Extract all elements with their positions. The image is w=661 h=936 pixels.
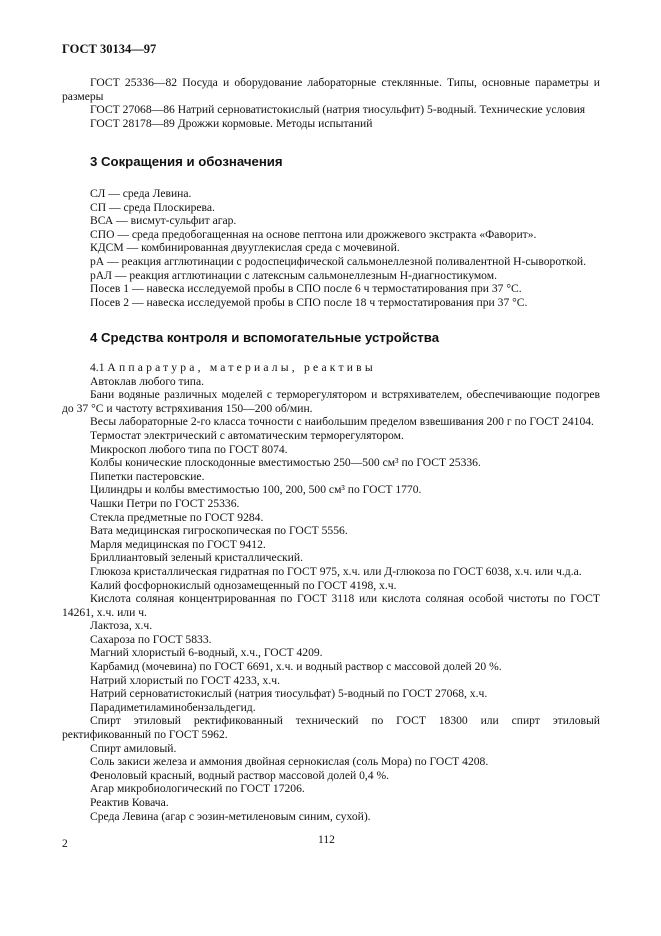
abbreviation-item: ВСА — висмут-сульфит агар. bbox=[90, 214, 237, 228]
equipment-item: Стекла предметные по ГОСТ 9284. bbox=[90, 510, 264, 524]
equipment-item: Лактоза, х.ч. bbox=[90, 619, 153, 633]
abbreviation-item: СП — среда Плоскирева. bbox=[90, 200, 215, 214]
abbreviations-list bbox=[62, 187, 600, 309]
abbreviation-item: СЛ — среда Левина. bbox=[90, 187, 192, 200]
equipment-item: Феноловый красный, водный раствор массовой долей 0,4 %. bbox=[90, 768, 390, 782]
equipment-item: Калий фосфорнокислый однозамещенный по ГОСТ 4198, х.ч. bbox=[90, 578, 397, 592]
equipment-item: Сахароза по ГОСТ 5833. bbox=[90, 632, 212, 646]
reference-line: ГОСТ 28178—89 Дрожжи кормовые. Методы испытаний bbox=[90, 116, 373, 130]
equipment-item: Натрий хлористый по ГОСТ 4233, х.ч. bbox=[90, 673, 280, 687]
section-3-title: 3 Сокращения и обозначения bbox=[90, 154, 283, 169]
abbreviation-item: рАЛ — реакция агглютинации с латексным сальмонеллезным Н-диагностикумом. bbox=[90, 268, 497, 282]
equipment-item: Спирт амиловый. bbox=[90, 741, 177, 755]
equipment-item: Бани водяные различных моделей с терморегулятором и встряхивателем, обеспечивающие подогрев до 37 °С и частоту встряхивания 150—200 об/мин. bbox=[62, 388, 600, 415]
equipment-item: Кислота соляная концентрированная по ГОСТ 3118 или кислота соляная особой чистоты по ГОСТ 14261, х.ч. или ч. bbox=[62, 592, 600, 619]
reference-line: ГОСТ 25336—82 Посуда и оборудование лабораторные стеклянные. Типы, основные параметры и размеры bbox=[62, 76, 600, 103]
equipment-item: Весы лабораторные 2-го класса точности с наибольшим пределом взвешивания 200 г по ГОСТ 24104. bbox=[90, 415, 594, 429]
equipment-item: Колбы конические плоскодонные вместимостью 250—500 см³ по ГОСТ 25336. bbox=[90, 456, 481, 470]
section-4-title: 4 Средства контроля и вспомогательные устройства bbox=[90, 330, 440, 345]
equipment-item: Микроскоп любого типа по ГОСТ 8074. bbox=[90, 442, 288, 456]
equipment-item: Марля медицинская по ГОСТ 9412. bbox=[90, 537, 266, 551]
subsection-title: Аппаратура, материалы, реактивы bbox=[107, 361, 376, 374]
equipment-item: Пипетки пастеровские. bbox=[90, 469, 205, 483]
equipment-item: Автоклав любого типа. bbox=[90, 374, 205, 388]
equipment-item: Соль закиси железа и аммония двойная сернокислая (соль Мора) по ГОСТ 4208. bbox=[90, 755, 489, 769]
normative-references bbox=[62, 76, 600, 130]
equipment-item: Термостат электрический с автоматическим терморегулятором. bbox=[90, 428, 404, 442]
abbreviation-item: КДСМ — комбинированная двууглекислая среда с мочевиной. bbox=[90, 241, 400, 255]
equipment-item: Вата медицинская гигроскопическая по ГОСТ 5556. bbox=[90, 524, 348, 538]
sheet-number: 112 bbox=[318, 834, 335, 846]
equipment-item: Чашки Петри по ГОСТ 25336. bbox=[90, 496, 240, 510]
equipment-item: Натрий серноватистокислый (натрия тиосульфат) 5-водный по ГОСТ 27068, х.ч. bbox=[90, 687, 488, 701]
reference-line: ГОСТ 27068—86 Натрий серноватистокислый (натрия тиосульфит) 5-водный. Технические условия bbox=[90, 103, 586, 117]
abbreviation-item: рА — реакция агглютинации с родоспецифической сальмонеллезной поливалентной Н-сывороткой. bbox=[90, 254, 586, 268]
equipment-item: Магний хлористый 6-водный, х.ч., ГОСТ 4209. bbox=[90, 646, 323, 660]
document-header: ГОСТ 30134—97 bbox=[62, 42, 157, 56]
subsection-heading bbox=[62, 361, 600, 375]
equipment-item: Агар микробиологический по ГОСТ 17206. bbox=[90, 782, 305, 796]
subsection-number: 4.1 bbox=[90, 361, 105, 374]
equipment-item: Спирт этиловый ректификованный технический по ГОСТ 18300 или спирт этиловый ректификованный по ГОСТ 5962. bbox=[62, 714, 600, 742]
equipment-item: Карбамид (мочевина) по ГОСТ 6691, х.ч. и водный раствор с массовой долей 20 %. bbox=[90, 660, 502, 674]
page-number: 2 bbox=[62, 838, 68, 850]
equipment-item: Парадиметиламинобензальдегид. bbox=[90, 700, 256, 714]
equipment-list bbox=[62, 361, 600, 823]
equipment-item: Бриллиантовый зеленый кристаллический. bbox=[90, 551, 303, 565]
abbreviation-item: Посев 1 — навеска исследуемой пробы в СПО после 6 ч термостатирования при 37 °С. bbox=[90, 282, 522, 296]
equipment-item: Среда Левина (агар с эозин-метиленовым синим, сухой). bbox=[90, 809, 371, 823]
abbreviation-item: СПО — среда предобогащенная на основе пептона или дрожжевого экстракта «Фаворит». bbox=[90, 227, 537, 241]
equipment-item: Цилиндры и колбы вместимостью 100, 200, 500 см³ по ГОСТ 1770. bbox=[90, 483, 422, 497]
equipment-item: Глюкоза кристаллическая гидратная по ГОСТ 975, х.ч. или Д-глюкоза по ГОСТ 6038, х.ч. или ч.д.а. bbox=[90, 564, 582, 578]
abbreviation-item: Посев 2 — навеска исследуемой пробы в СПО после 18 ч термостатирования при 37 °С. bbox=[90, 295, 528, 309]
equipment-item: Реактив Ковача. bbox=[90, 796, 169, 809]
